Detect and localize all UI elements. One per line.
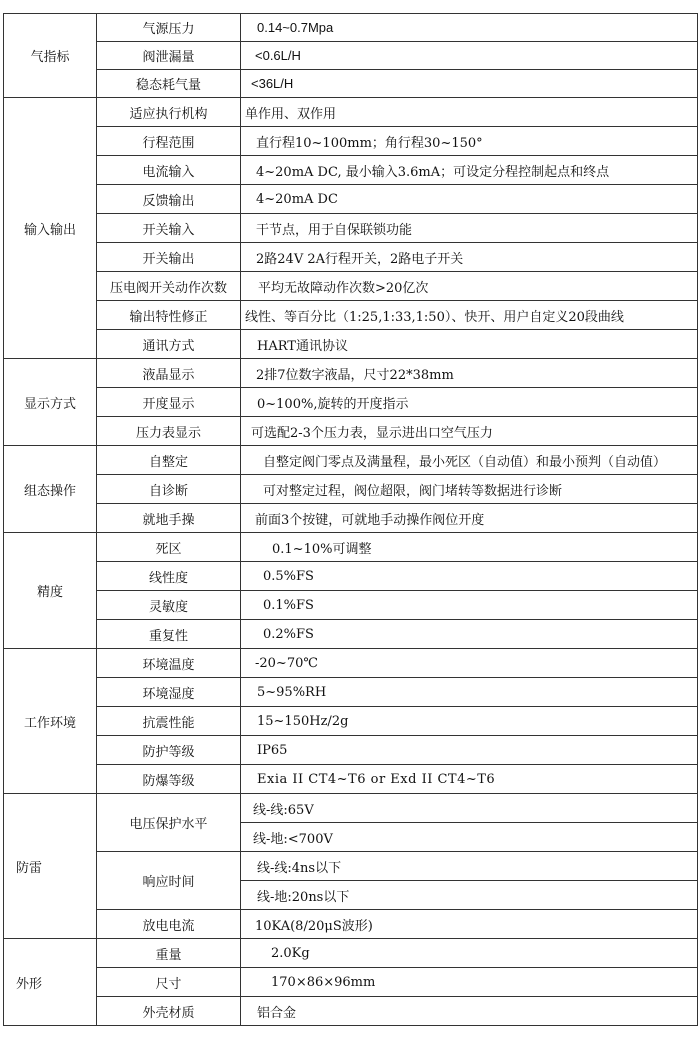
group-label: 精度 xyxy=(4,533,97,649)
item-label: 死区 xyxy=(97,533,241,562)
item-label: 环境温度 xyxy=(97,649,241,678)
table-row xyxy=(4,70,698,98)
table-row xyxy=(4,388,698,417)
table-row xyxy=(4,620,698,649)
item-value: 170×86×96mm xyxy=(241,968,698,997)
item-label: 重量 xyxy=(97,939,241,968)
table-row xyxy=(4,707,698,736)
group-label: 外形 xyxy=(4,939,97,1026)
item-value: 铝合金 xyxy=(241,997,698,1026)
table-row xyxy=(4,272,698,301)
table-row xyxy=(4,156,698,185)
item-value: HART通讯协议 xyxy=(241,330,698,359)
item-value: 4~20mA DC, 最小输入3.6mA；可设定分程控制起点和终点 xyxy=(241,156,698,185)
group-label: 防雷 xyxy=(4,794,97,939)
item-label: 开关输入 xyxy=(97,214,241,243)
item-label: 输出特性修正 xyxy=(97,301,241,330)
item-value: 0.1%FS xyxy=(241,591,698,620)
item-value: 可对整定过程，阀位超限，阀门堵转等数据进行诊断 xyxy=(241,475,698,504)
item-label: 阀泄漏量 xyxy=(97,42,241,70)
table-row xyxy=(4,649,698,678)
group-label: 工作环境 xyxy=(4,649,97,794)
item-value: 15~150Hz/2g xyxy=(241,707,698,736)
item-value: 5~95%RH xyxy=(241,678,698,707)
table-row xyxy=(4,678,698,707)
item-value: 4~20mA DC xyxy=(241,185,698,214)
item-label: 适应执行机构 xyxy=(97,98,241,127)
table-row xyxy=(4,504,698,533)
item-value: <0.6L/H xyxy=(241,42,698,70)
table-row xyxy=(4,852,698,881)
item-value: 平均无故障动作次数>20亿次 xyxy=(241,272,698,301)
item-value: Exia II CT4~T6 or Exd II CT4~T6 xyxy=(241,765,698,794)
item-label: 抗震性能 xyxy=(97,707,241,736)
item-label: 环境湿度 xyxy=(97,678,241,707)
table-row xyxy=(4,794,698,823)
item-value: 线-地:<700V xyxy=(241,823,698,852)
table-row xyxy=(4,910,698,939)
item-label: 电压保护水平 xyxy=(97,794,241,852)
item-value: 0.14~0.7Mpa xyxy=(241,14,698,42)
item-label: 线性度 xyxy=(97,562,241,591)
item-value: 自整定阀门零点及满量程，最小死区（自动值）和最小预判（自动值） xyxy=(241,446,698,475)
table-row xyxy=(4,185,698,214)
table-row xyxy=(4,243,698,272)
table-row xyxy=(4,562,698,591)
table-row xyxy=(4,765,698,794)
item-label: 气源压力 xyxy=(97,14,241,42)
item-value: 0.1~10%可调整 xyxy=(241,533,698,562)
item-label: 行程范围 xyxy=(97,127,241,156)
item-label: 电流输入 xyxy=(97,156,241,185)
table-row xyxy=(4,127,698,156)
table-row xyxy=(4,997,698,1026)
item-label: 外壳材质 xyxy=(97,997,241,1026)
table-row xyxy=(4,939,698,968)
item-label: 灵敏度 xyxy=(97,591,241,620)
item-value: 直行程10~100mm；角行程30~150° xyxy=(241,127,698,156)
table-row xyxy=(4,417,698,446)
table-row xyxy=(4,446,698,475)
spec-table xyxy=(3,13,698,1026)
item-label: 压力表显示 xyxy=(97,417,241,446)
item-label: 通讯方式 xyxy=(97,330,241,359)
item-value: 2排7位数字液晶，尺寸22*38mm xyxy=(241,359,698,388)
item-label: 响应时间 xyxy=(97,852,241,910)
table-row xyxy=(4,359,698,388)
item-value: 可选配2-3个压力表，显示进出口空气压力 xyxy=(241,417,698,446)
item-label: 稳态耗气量 xyxy=(97,70,241,98)
item-label: 自诊断 xyxy=(97,475,241,504)
item-value: 线性、等百分比（1:25,1:33,1:50）、快开、用户自定义20段曲线 xyxy=(241,301,698,330)
item-label: 放电电流 xyxy=(97,910,241,939)
item-value: 线-地:20ns以下 xyxy=(241,881,698,910)
group-label: 输入输出 xyxy=(4,98,97,359)
group-label: 气指标 xyxy=(4,14,97,98)
group-label: 显示方式 xyxy=(4,359,97,446)
table-row xyxy=(4,736,698,765)
item-label: 尺寸 xyxy=(97,968,241,997)
item-label: 开关输出 xyxy=(97,243,241,272)
table-row xyxy=(4,591,698,620)
item-label: 重复性 xyxy=(97,620,241,649)
item-value: 线-线:4ns以下 xyxy=(241,852,698,881)
table-row xyxy=(4,533,698,562)
table-row xyxy=(4,42,698,70)
item-value: <36L/H xyxy=(241,70,698,98)
item-value: 2路24V 2A行程开关，2路电子开关 xyxy=(241,243,698,272)
item-label: 压电阀开关动作次数 xyxy=(97,272,241,301)
item-value: 干节点，用于自保联锁功能 xyxy=(241,214,698,243)
table-row xyxy=(4,301,698,330)
item-label: 开度显示 xyxy=(97,388,241,417)
table-row xyxy=(4,98,698,127)
item-label: 防爆等级 xyxy=(97,765,241,794)
item-value: 前面3个按键，可就地手动操作阀位开度 xyxy=(241,504,698,533)
item-value: -20~70℃ xyxy=(241,649,698,678)
table-row xyxy=(4,968,698,997)
item-label: 液晶显示 xyxy=(97,359,241,388)
item-label: 自整定 xyxy=(97,446,241,475)
item-value: 0.5%FS xyxy=(241,562,698,591)
item-label: 就地手操 xyxy=(97,504,241,533)
item-value: 2.0Kg xyxy=(241,939,698,968)
table-row xyxy=(4,214,698,243)
item-value: IP65 xyxy=(241,736,698,765)
item-label: 防护等级 xyxy=(97,736,241,765)
item-value: 0~100%,旋转的开度指示 xyxy=(241,388,698,417)
group-label: 组态操作 xyxy=(4,446,97,533)
item-label: 反馈输出 xyxy=(97,185,241,214)
table-row xyxy=(4,475,698,504)
table-row xyxy=(4,330,698,359)
table-row xyxy=(4,14,698,42)
item-value: 10KA(8/20μS波形) xyxy=(241,910,698,939)
item-value: 0.2%FS xyxy=(241,620,698,649)
item-value: 单作用、双作用 xyxy=(241,98,698,127)
item-value: 线-线:65V xyxy=(241,794,698,823)
